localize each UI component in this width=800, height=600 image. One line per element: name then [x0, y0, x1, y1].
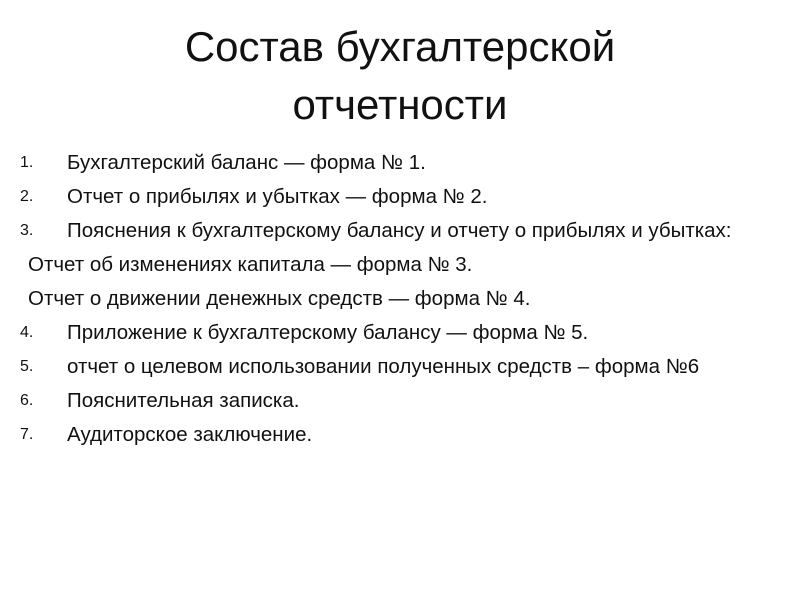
list-item-number: 2. [20, 188, 34, 205]
list-item [20, 388, 780, 414]
list-item [20, 218, 780, 244]
list-item-text: Пояснительная записка. [67, 389, 300, 412]
list-item-number: 1. [20, 154, 34, 171]
list-item-text: Отчет о прибылях и убытках — форма № 2. [67, 185, 488, 208]
list-subitem [20, 252, 780, 278]
slide-title-line-1: Состав бухгалтерской [184, 23, 616, 70]
list-item [20, 184, 780, 210]
list-item-number: 7. [20, 426, 34, 443]
list-item-number: 3. [20, 222, 34, 239]
list-item [20, 320, 780, 346]
list-item [20, 354, 780, 380]
slide-title-line-2: отчетности [292, 81, 508, 128]
list-item-text: Приложение к бухгалтерскому балансу — форма № 5. [67, 321, 589, 344]
report-list [20, 150, 780, 456]
list-item-number: 6. [20, 392, 34, 409]
list-item-text: Аудиторское заключение. [67, 423, 313, 446]
list-item-text: Пояснения к бухгалтерскому балансу и отчету о прибылях и убытках: [67, 219, 732, 242]
list-subitem-text: Отчет о движении денежных средств — форма № 4. [28, 287, 531, 310]
list-item-text: отчет о целевом использовании полученных средств – форма №6 [67, 355, 700, 378]
list-item-number: 5. [20, 358, 34, 375]
slide-title [0, 18, 800, 134]
list-item [20, 422, 780, 448]
list-item-text: Бухгалтерский баланс — форма № 1. [67, 151, 426, 174]
list-subitem-text: Отчет об изменениях капитала — форма № 3. [28, 253, 473, 276]
list-item [20, 150, 780, 176]
list-item-number: 4. [20, 324, 34, 341]
list-subitem [20, 286, 780, 312]
